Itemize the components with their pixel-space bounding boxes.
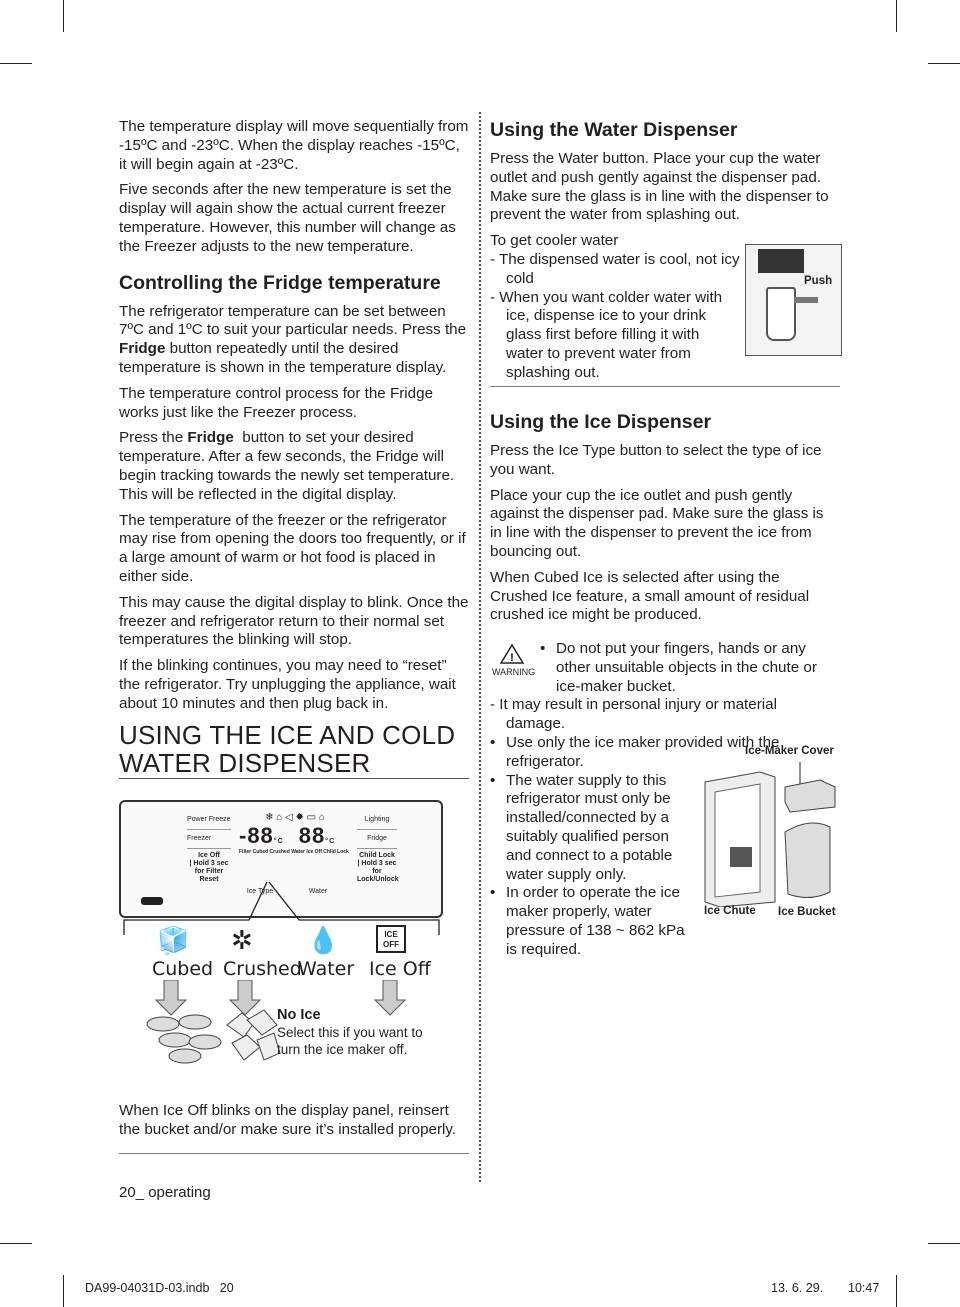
column-separator bbox=[479, 112, 481, 1182]
push-arrow bbox=[794, 297, 818, 303]
ice-off-label: Ice Off | Hold 3 sec for Filter Reset bbox=[189, 852, 229, 883]
display-digits: -88°C 88°C bbox=[239, 823, 336, 848]
heading-water-dispenser: Using the Water Dispenser bbox=[490, 119, 738, 141]
warning-item: • In order to operate the ice maker properly, water pressure of 138 ~ 862 kPa is required. bbox=[490, 884, 686, 959]
fridge-label: Fridge bbox=[357, 830, 397, 849]
panel-right-buttons bbox=[357, 816, 397, 884]
heading-fridge-temperature: Controlling the Fridge temperature bbox=[119, 271, 441, 294]
paragraph: Press the Water button. Place your cup the water outlet and push gently against the dispenser pad. Make sure the glass is in line with the dispenser to prevent the water from splashing out. bbox=[490, 150, 829, 224]
paragraph: Place your cup the ice outlet and push gently against the dispenser pad. Make sure the glass is in line with the dispenser to prevent the ice from bouncing out. bbox=[490, 486, 824, 560]
print-time: 10:47 bbox=[848, 1281, 880, 1295]
paragraph: This may cause the digital display to blink. Once the freezer and refrigerator return to their normal set temperatures the blinking will stop. bbox=[119, 593, 469, 649]
display-icon-row: Filter Cubed Crushed Water Ice Off Child Lock bbox=[239, 849, 349, 855]
dash-item: - The dispensed water is cool, not icy cold bbox=[490, 250, 740, 287]
column-bottom-rule bbox=[119, 1153, 469, 1154]
freezer-label: Freezer bbox=[187, 830, 231, 849]
section-rule bbox=[119, 778, 469, 779]
lighting-label: Lighting bbox=[357, 816, 397, 830]
ice-maker-illustration bbox=[700, 762, 840, 907]
crop-mark bbox=[896, 0, 897, 32]
paragraph: The temperature of the freezer or the refrigerator may rise from opening the doors too frequently, or if a large amount of warm or hot food is placed in either side. bbox=[119, 511, 466, 585]
push-label: Push bbox=[804, 275, 833, 287]
water-button: Water bbox=[308, 888, 328, 895]
cubed-ice-illustration bbox=[145, 1010, 225, 1065]
crushed-label: Crushed bbox=[223, 958, 302, 980]
crop-mark bbox=[0, 63, 32, 64]
cubed-icon: 🧊 bbox=[157, 925, 190, 955]
warning-dash: - It may result in personal injury or material damage. bbox=[490, 696, 777, 733]
dash-item: - When you want colder water with ice, dispense ice to your drink glass first before filling it with water to prevent water from splashing out. bbox=[490, 288, 723, 381]
ice-maker-cover-caption: Ice-Maker Cover bbox=[745, 745, 834, 757]
svg-text:!: ! bbox=[510, 652, 514, 664]
crushed-icon: ✲ bbox=[231, 925, 253, 955]
glass-icon bbox=[766, 287, 796, 341]
ice-off-mode-label: Ice Off bbox=[369, 958, 431, 980]
left-column bbox=[119, 118, 469, 721]
paragraph: Five seconds after the new temperature is set the display will again show the actual current freezer temperature. However, this number will change as the Freezer adjusts to the new temperature. bbox=[119, 181, 456, 255]
no-ice-description: Select this if you want to turn the ice maker off. bbox=[277, 1025, 423, 1057]
panel-left-buttons bbox=[187, 816, 231, 884]
paragraph: The temperature display will move sequentially from -15ºC and -23ºC. When the display reaches -15ºC, it will begin again at -23ºC. bbox=[119, 118, 469, 173]
ice-bucket-caption: Ice Bucket bbox=[778, 906, 836, 918]
paragraph: The temperature control process for the Fridge works just like the Freezer process. bbox=[119, 384, 434, 421]
crop-mark bbox=[63, 1275, 64, 1307]
section-title: USING THE ICE AND COLD WATER DISPENSER bbox=[119, 720, 456, 778]
paragraph: When Ice Off blinks on the display panel, reinsert the bucket and/or make sure it’s installed properly. bbox=[119, 1102, 457, 1138]
water-section-rule bbox=[490, 386, 840, 387]
display-area bbox=[239, 812, 351, 868]
child-lock-label: Child Lock | Hold 3 sec for Lock/Unlock bbox=[357, 852, 399, 883]
power-freeze-label: Power Freeze bbox=[187, 816, 231, 830]
crop-mark bbox=[896, 1275, 897, 1307]
paragraph: Press the Ice Type button to select the type of ice you want. bbox=[490, 442, 822, 478]
crushed-ice-illustration bbox=[222, 1005, 282, 1065]
warning-label: WARNING bbox=[492, 667, 536, 677]
water-drop-icon: 💧 bbox=[307, 925, 340, 955]
crop-mark bbox=[928, 1243, 960, 1244]
crop-mark bbox=[0, 1243, 32, 1244]
ice-dispenser-section bbox=[490, 410, 835, 632]
page-number: 20_ operating bbox=[119, 1184, 211, 1201]
warning-item: • Do not put your fingers, hands or any other unsuitable objects in the chute or ice-maker bucket. bbox=[540, 640, 840, 696]
crop-mark bbox=[928, 63, 960, 64]
no-ice-title: No Ice bbox=[277, 1007, 321, 1023]
paragraph: When Cubed Ice is selected after using the Crushed Ice feature, a small amount of residual crushed ice might be produced. bbox=[490, 568, 810, 624]
warning-item: • The water supply to this refrigerator must only be installed/connected by a suitably qualified person and connect to a potable water supply only. bbox=[490, 772, 686, 885]
no-ice-note bbox=[277, 1007, 447, 1058]
dispenser-panel bbox=[758, 249, 804, 273]
ice-off-icon: ICE OFF bbox=[376, 925, 406, 953]
file-name: DA99-04031D-03.indb 20 bbox=[85, 1281, 234, 1295]
ice-off-note bbox=[119, 1102, 469, 1147]
print-date: 13. 6. 29. bbox=[771, 1281, 824, 1295]
paragraph: The refrigerator temperature can be set between 7ºC and 1ºC to suit your particular needs. Press the Fridge button repeatedly until the desired temperature is shown in the temperature display. bbox=[119, 302, 467, 376]
ice-chute-caption: Ice Chute bbox=[704, 905, 756, 917]
heading-ice-dispenser: Using the Ice Dispenser bbox=[490, 411, 712, 433]
ice-type-button: Ice Type bbox=[246, 888, 274, 895]
crop-mark bbox=[63, 0, 64, 32]
display-icons: ❄ ⌂ ◁ ✹ ▭ ⌂ bbox=[265, 812, 325, 823]
water-dispenser-illustration bbox=[745, 244, 842, 356]
warning-item: • Use only the ice maker provided with the refrigerator. bbox=[490, 734, 781, 772]
water-label: Water bbox=[298, 958, 355, 980]
paragraph: If the blinking continues, you may need to “reset” the refrigerator. Try unplugging the appliance, wait about 10 minutes and then plug back in. bbox=[119, 657, 456, 712]
cubed-label: Cubed bbox=[152, 958, 214, 980]
paragraph: Press the Fridge button to set your desired temperature. After a few seconds, the Fridge will begin tracking towards the newly set temperature. This will be reflected in the digital display. bbox=[119, 429, 455, 503]
paragraph: To get cooler water bbox=[490, 232, 619, 250]
